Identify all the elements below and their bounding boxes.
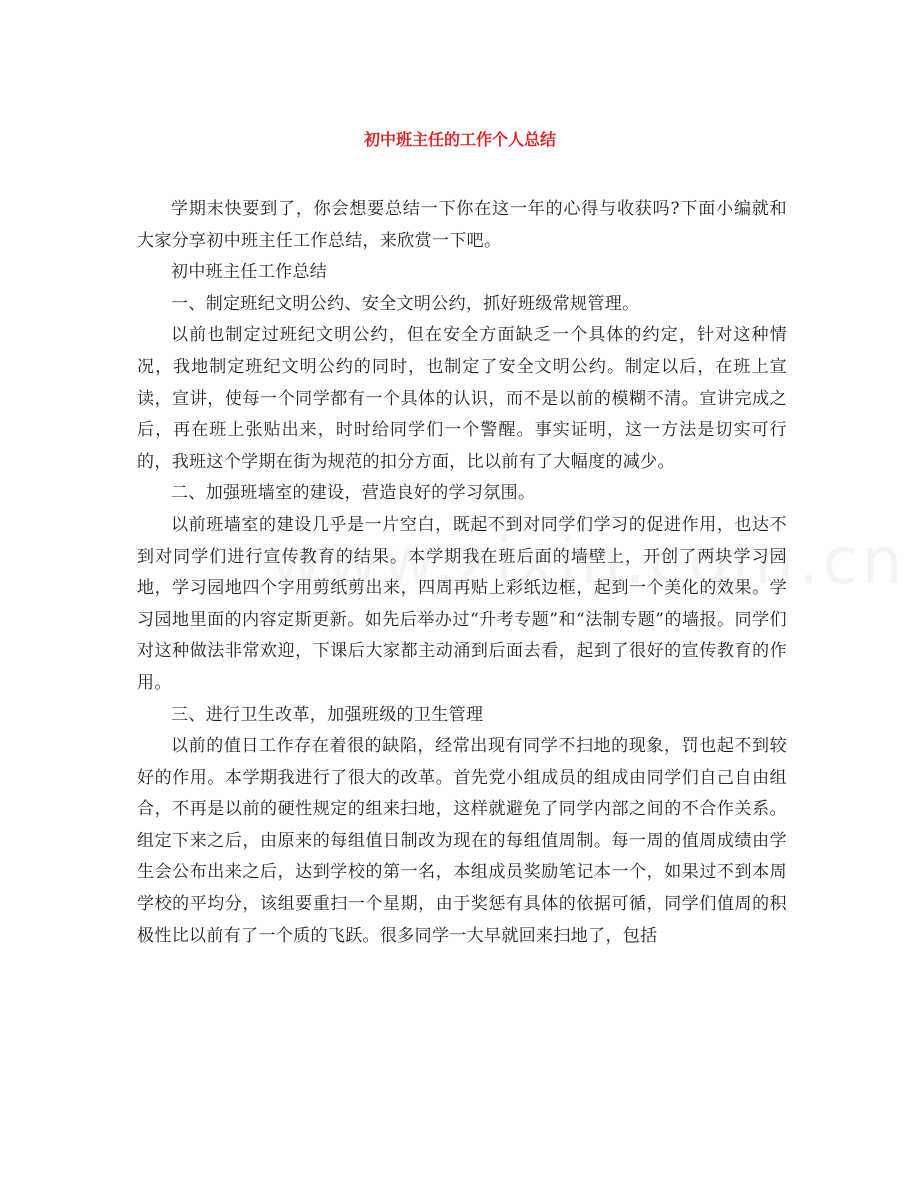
section-heading-2: 二、加强班墙室的建设，营造良好的学习氛围。 xyxy=(171,483,536,504)
section-heading-1: 一、制定班纪文明公约、安全文明公约，抓好班级常规管理。 xyxy=(171,293,640,314)
document-body xyxy=(137,194,787,952)
paragraph-subtitle: 初中班主任工作总结 xyxy=(171,262,328,283)
paragraph-section-3: 以前的值日工作存在着很的缺陷，经常出现有同学不扫地的现象，罚也起不到较好的作用。本学期我进行了很大的改革。首先党小组成员的组成由同学们自己自由组合，不再是以前的硬性规定的组来扫地，这样就避免了同学内部之间的不合作关系。组定下来之后，由原来的每组值日制改为现在的每组值周制。每一周的值周成绩由学生会公布出来之后，达到学校的第一名，本组成员奖励笔记本一个，如果过不到本周学校的平均分，该组要重扫一个星期，由于奖惩有具体的依据可循，同学们值周的积极性比以前有了一个质的飞跃。很多同学一大早就回来扫地了，包括 xyxy=(137,736,787,946)
paragraph-section-1: 以前也制定过班纪文明公约，但在安全方面缺乏一个具体的约定，针对这种情况，我地制定班纪文明公约的同时，也制定了安全文明公约。制定以后，在班上宣读，宣讲，使每一个同学都有一个具体的认识，而不是以前的模糊不清。宣讲完成之后，再在班上张贴出来，时时给同学们一个警醒。事实证明，这一方法是切实可行的，我班这个学期在街为规范的扣分方面，比以前有了大幅度的减少。 xyxy=(137,325,787,472)
section-heading-3: 三、进行卫生改革，加强班级的卫生管理 xyxy=(171,704,484,725)
paragraph-section-2: 以前班墙室的建设几乎是一片空白，既起不到对同学们学习的促进作用，也达不到对同学们进行宣传教育的结果。本学期我在班后面的墙壁上，开创了两块学习园地，学习园地四个字用剪纸剪出来，四周再贴上彩纸边框，起到一个美化的效果。学习园地里面的内容定斯更新。如先后举办过“升考专题”和“法制专题”的墙报。同学们对这种做法非常欢迎，下课后大家都主动涌到后面去看，起到了很好的宣传教育的作用。 xyxy=(137,514,787,693)
paragraph-intro: 学期末快要到了，你会想要总结一下你在这一年的心得与收获吗?下面小编就和大家分享初中班主任工作总结，来欣赏一下吧。 xyxy=(137,199,787,251)
document-title: 初中班主任的工作个人总结 xyxy=(363,130,556,149)
